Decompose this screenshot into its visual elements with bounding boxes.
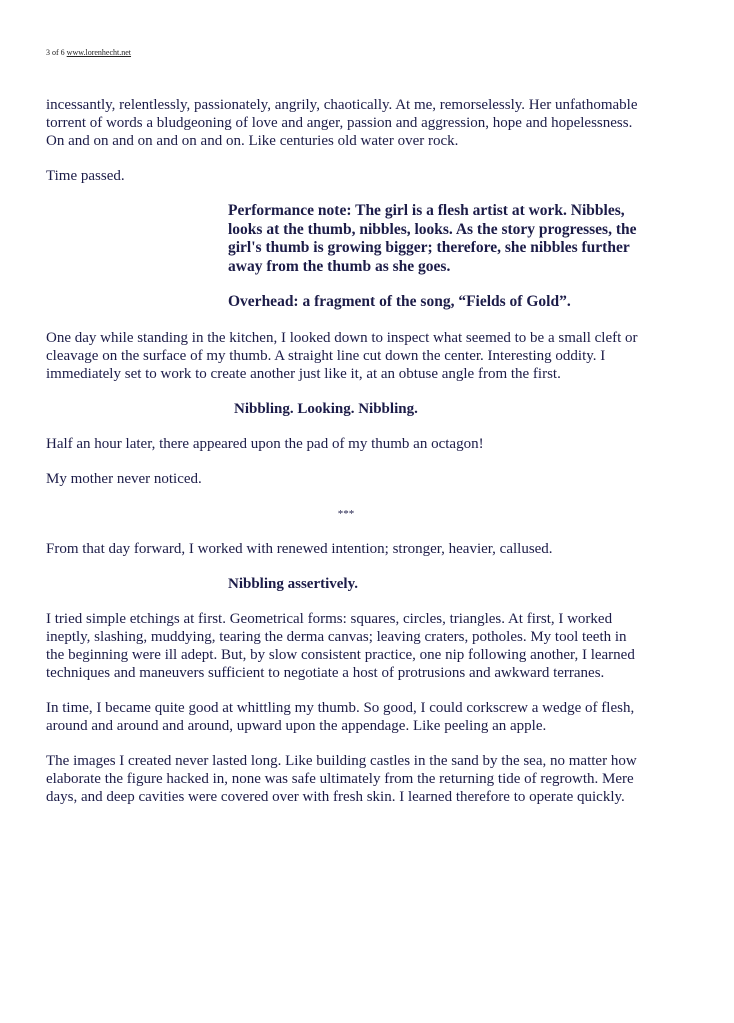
section-separator <box>46 505 646 523</box>
stage-direction: Nibbling assertively. <box>228 575 359 592</box>
document-body <box>46 96 646 823</box>
paragraph: In time, I became quite good at whittling my thumb. So good, I could corkscrew a wedge of flesh, around and around and around, upward upon the appendage. Like peeling an apple. <box>46 699 635 734</box>
paragraph: My mother never noticed. <box>46 470 202 487</box>
paragraph: Half an hour later, there appeared upon the pad of my thumb an octagon! <box>46 435 484 452</box>
paragraph: The images I created never lasted long. Like building castles in the sand by the sea, no matter how elaborate the figure hacked in, none was safe ultimately from the returning tide of regrowth. Mere days, and deep cavities were covered over with fresh skin. I learned therefore to operate quickly. <box>46 752 637 805</box>
paragraph: incessantly, relentlessly, passionately, angrily, chaotically. At me, remorselessly. Her unfathomable torrent of words a bludgeoning of love and anger, passion and aggression, hope and hopelessness. On and on and on and on and on. Like centuries old water over rock. <box>46 97 638 149</box>
page-number: 3 of 6 <box>46 48 65 57</box>
separator-text: *** <box>337 507 355 520</box>
paragraph: From that day forward, I worked with renewed intention; stronger, heavier, callused. <box>46 540 553 557</box>
site-link[interactable]: www.lorenhecht.net <box>66 48 132 57</box>
performance-note: Performance note: The girl is a flesh artist at work. Nibbles, looks at the thumb, nibbles, looks. As the story progresses, the girl's thumb is growing bigger; therefore, she nibbles further away from the thumb as she goes. <box>228 202 637 275</box>
paragraph: One day while standing in the kitchen, I looked down to inspect what seemed to be a small cleft or cleavage on the surface of my thumb. A straight line cut down the center. Interesting oddity. I immediately set to work to create another just like it, at an obtuse angle from the first. <box>46 329 638 382</box>
paragraph: Time passed. <box>46 168 125 184</box>
stage-direction: Nibbling. Looking. Nibbling. <box>234 400 418 417</box>
overhead-note: Overhead: a fragment of the song, “Fields of Gold”. <box>228 293 571 310</box>
paragraph: I tried simple etchings at first. Geometrical forms: squares, circles, triangles. At first, I worked ineptly, slashing, muddying, tearing the derma canvas; leaving craters, potholes. My tool teeth in the beginning were ill adept. But, by slow consistent practice, one nip following another, I learned techniques and maneuvers sufficient to negotiate a host of protrusions and awkward terranes. <box>46 610 635 681</box>
page-header <box>46 48 131 57</box>
